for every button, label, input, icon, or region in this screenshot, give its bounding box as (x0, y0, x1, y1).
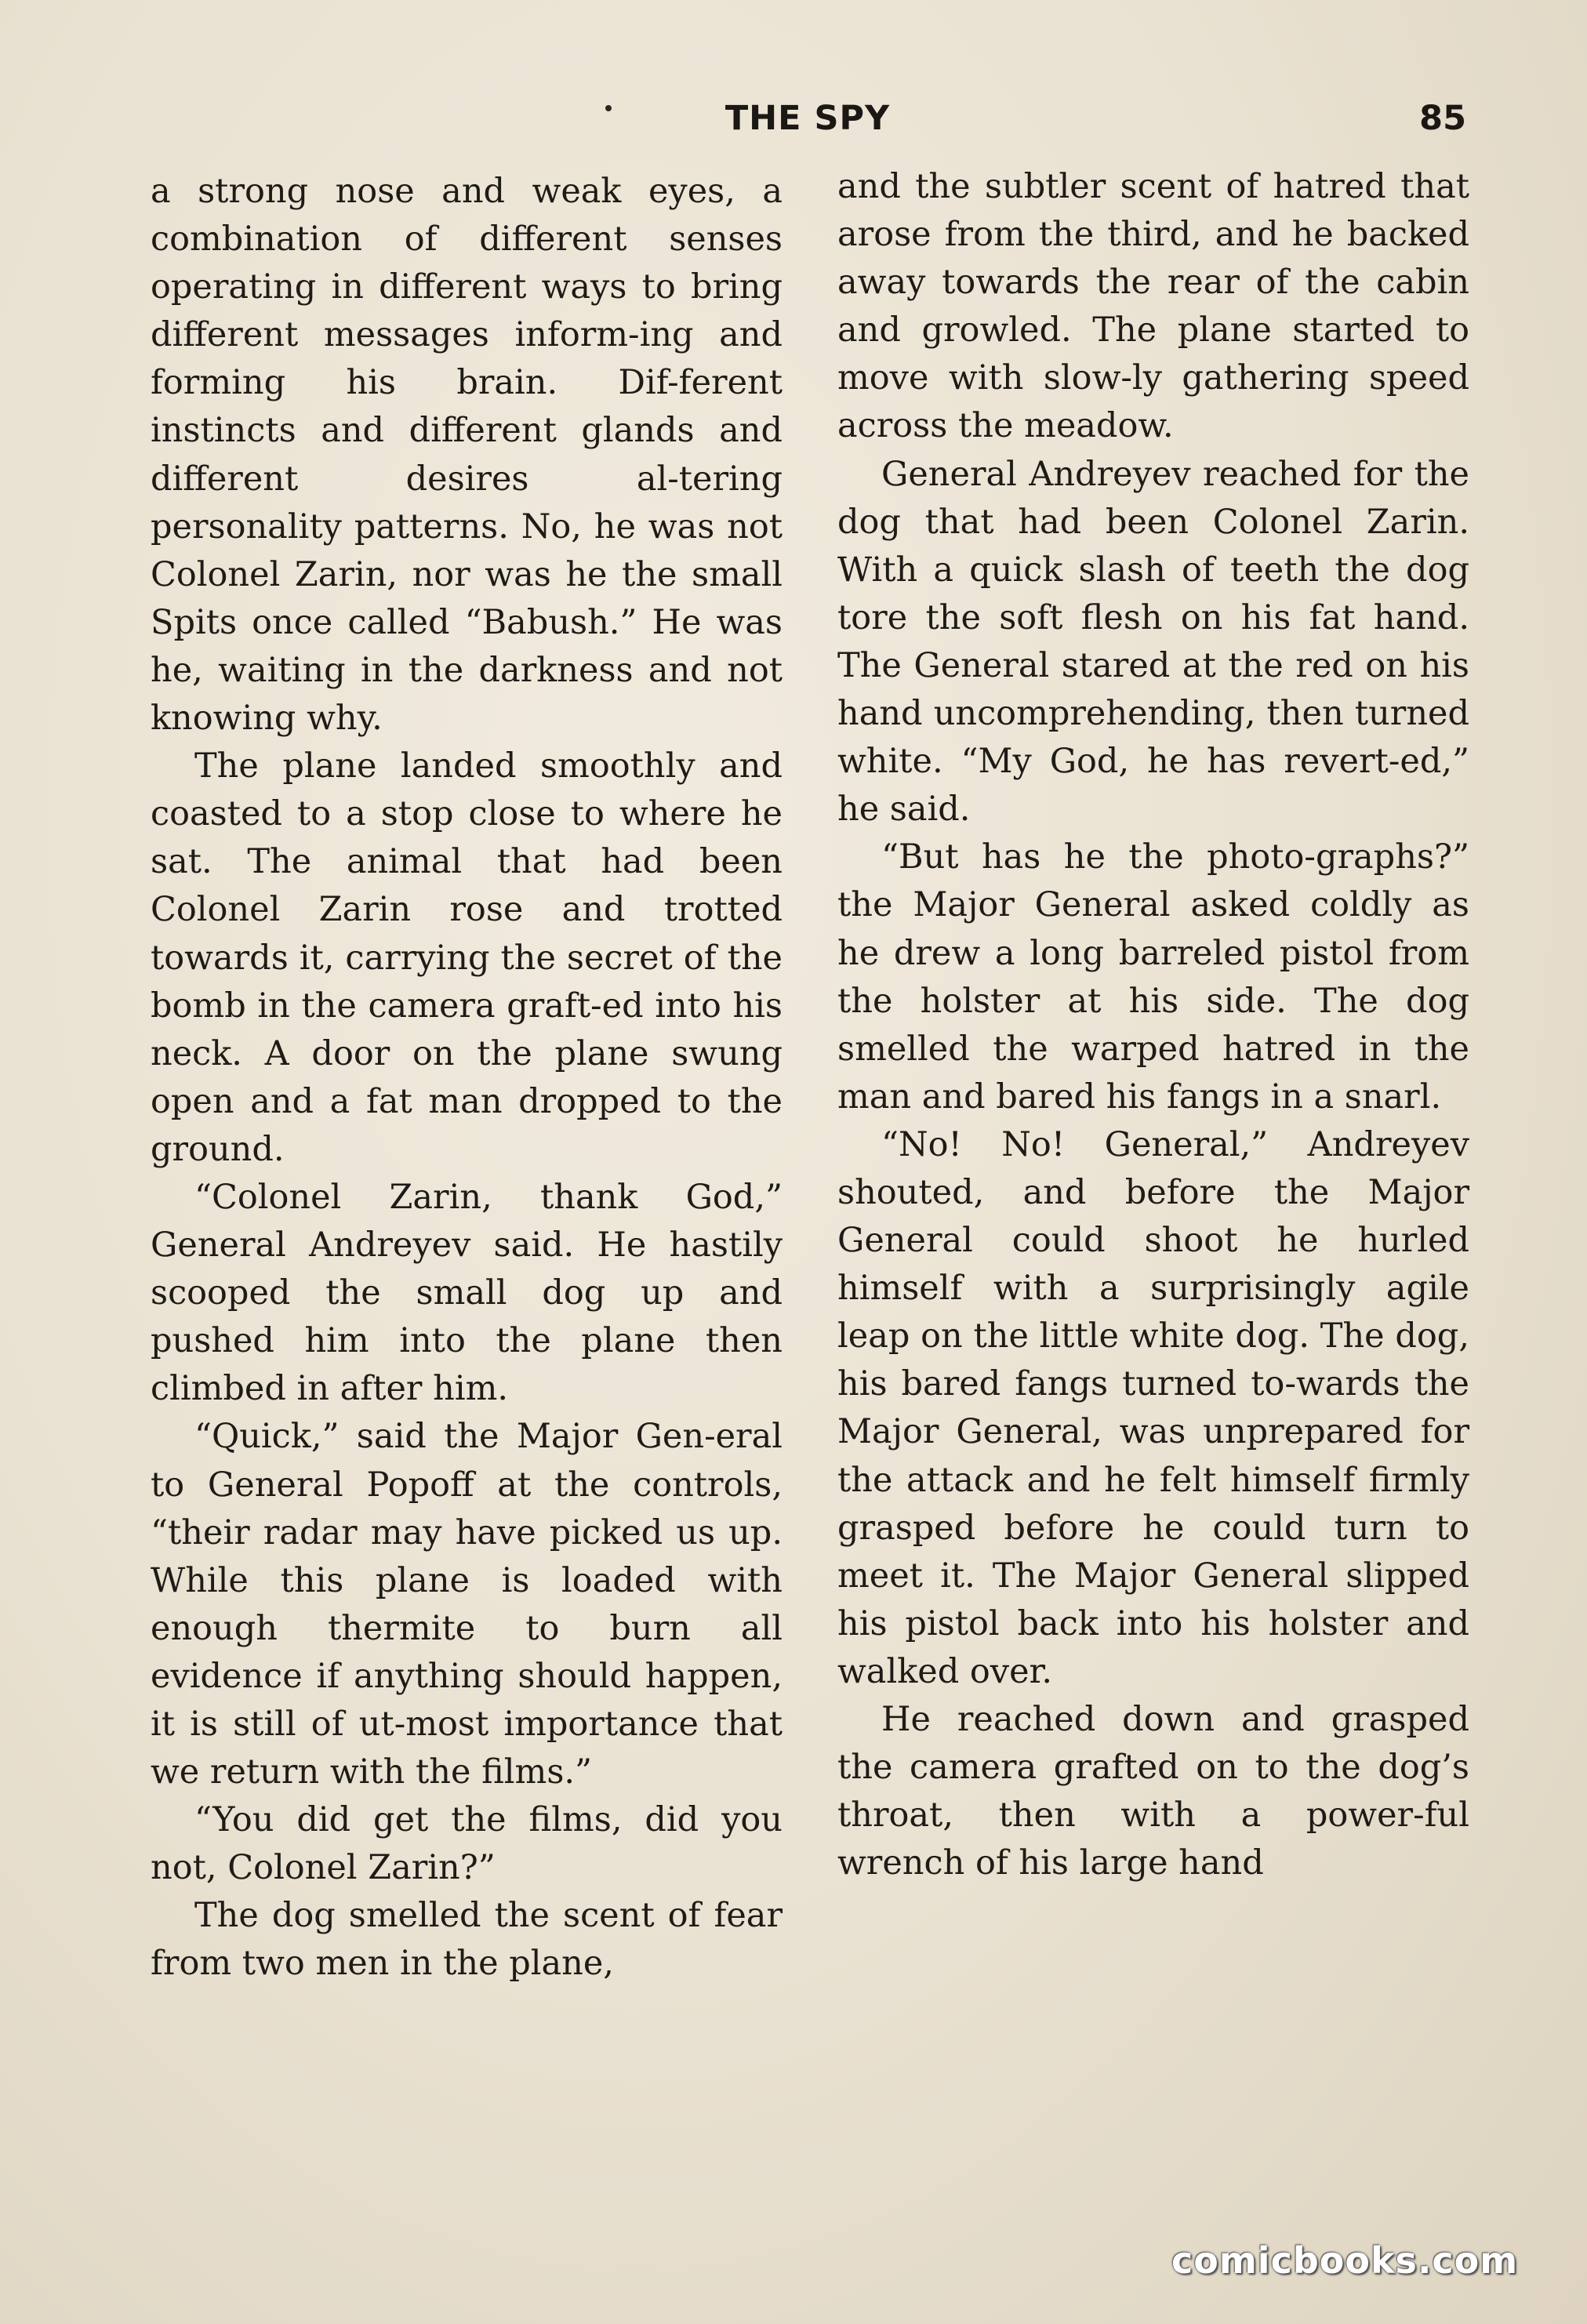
left-column (151, 168, 783, 1988)
running-head (149, 93, 1466, 147)
paragraph: “You did get the films, did you not, Colonel Zarin?” (151, 1800, 783, 1888)
paragraph: The plane landed smoothly and coasted to a stop close to where he sat. The animal that had been Colonel Zarin rose and trotted towards it, carrying the secret of the bomb in the camera graft-ed into his neck. A door on the plane swung open and a fat man dropped to the ground. (151, 746, 783, 1169)
page-number: 85 (1419, 99, 1466, 138)
paragraph: General Andreyev reached for the dog that had been Colonel Zarin. With a quick slash of teeth the dog tore the soft flesh on his fat hand. The General stared at the red on his hand uncomprehending, then turned white. “My God, he has revert-ed,” he said. (837, 454, 1469, 830)
paragraph: “But has he the photo-graphs?” the Major General asked coldly as he drew a long barreled pistol from the holster at his side. The dog smelled the warped hatred in the man and bared his fangs in a snarl. (837, 837, 1469, 1117)
paragraph: a strong nose and weak eyes, a combination of different senses operating in different ways to bring different messages inform-ing and forming his brain. Dif-ferent instincts and different glands and different desires al-tering personality patterns. No, he was not Colonel Zarin, nor was he the small Spits once called “Babush.” He was he, waiting in the darkness and not knowing why. (151, 172, 783, 739)
body-columns (151, 168, 1468, 2081)
paragraph: “No! No! General,” Andreyev shouted, and before the Major General could shoot he hurled himself with a surprisingly agile leap on the little white dog. The dog, his bared fangs turned to-wards the Major General, was unprepared for the attack and he felt himself firmly grasped before he could turn to meet it. The Major General slipped his pistol back into his holster and walked over. (837, 1124, 1469, 1691)
right-column (837, 163, 1469, 1887)
paragraph: “Quick,” said the Major Gen-eral to General Popoff at the controls, “their radar may have picked us up. While this plane is loaded with enough thermite to burn all evidence if anything should happen, it is still of ut-most importance that we return with the films.” (151, 1417, 783, 1792)
running-title: THE SPY (724, 99, 891, 138)
paragraph: “Colonel Zarin, thank God,” General Andreyev said. He hastily scooped the small dog up and pushed him into the plane then climbed in after him. (151, 1177, 783, 1409)
paragraph: He reached down and grasped the camera grafted on to the dog’s throat, then with a power-ful wrench of his large hand (837, 1700, 1469, 1883)
paragraph: and the subtler scent of hatred that arose from the third, and he backed away towards the rear of the cabin and growled. The plane started to move with slow-ly gathering speed across the meadow. (837, 167, 1469, 446)
paragraph: The dog smelled the scent of fear from two men in the plane, (151, 1896, 783, 1984)
site-watermark: comicbooks.com (1171, 2239, 1519, 2282)
